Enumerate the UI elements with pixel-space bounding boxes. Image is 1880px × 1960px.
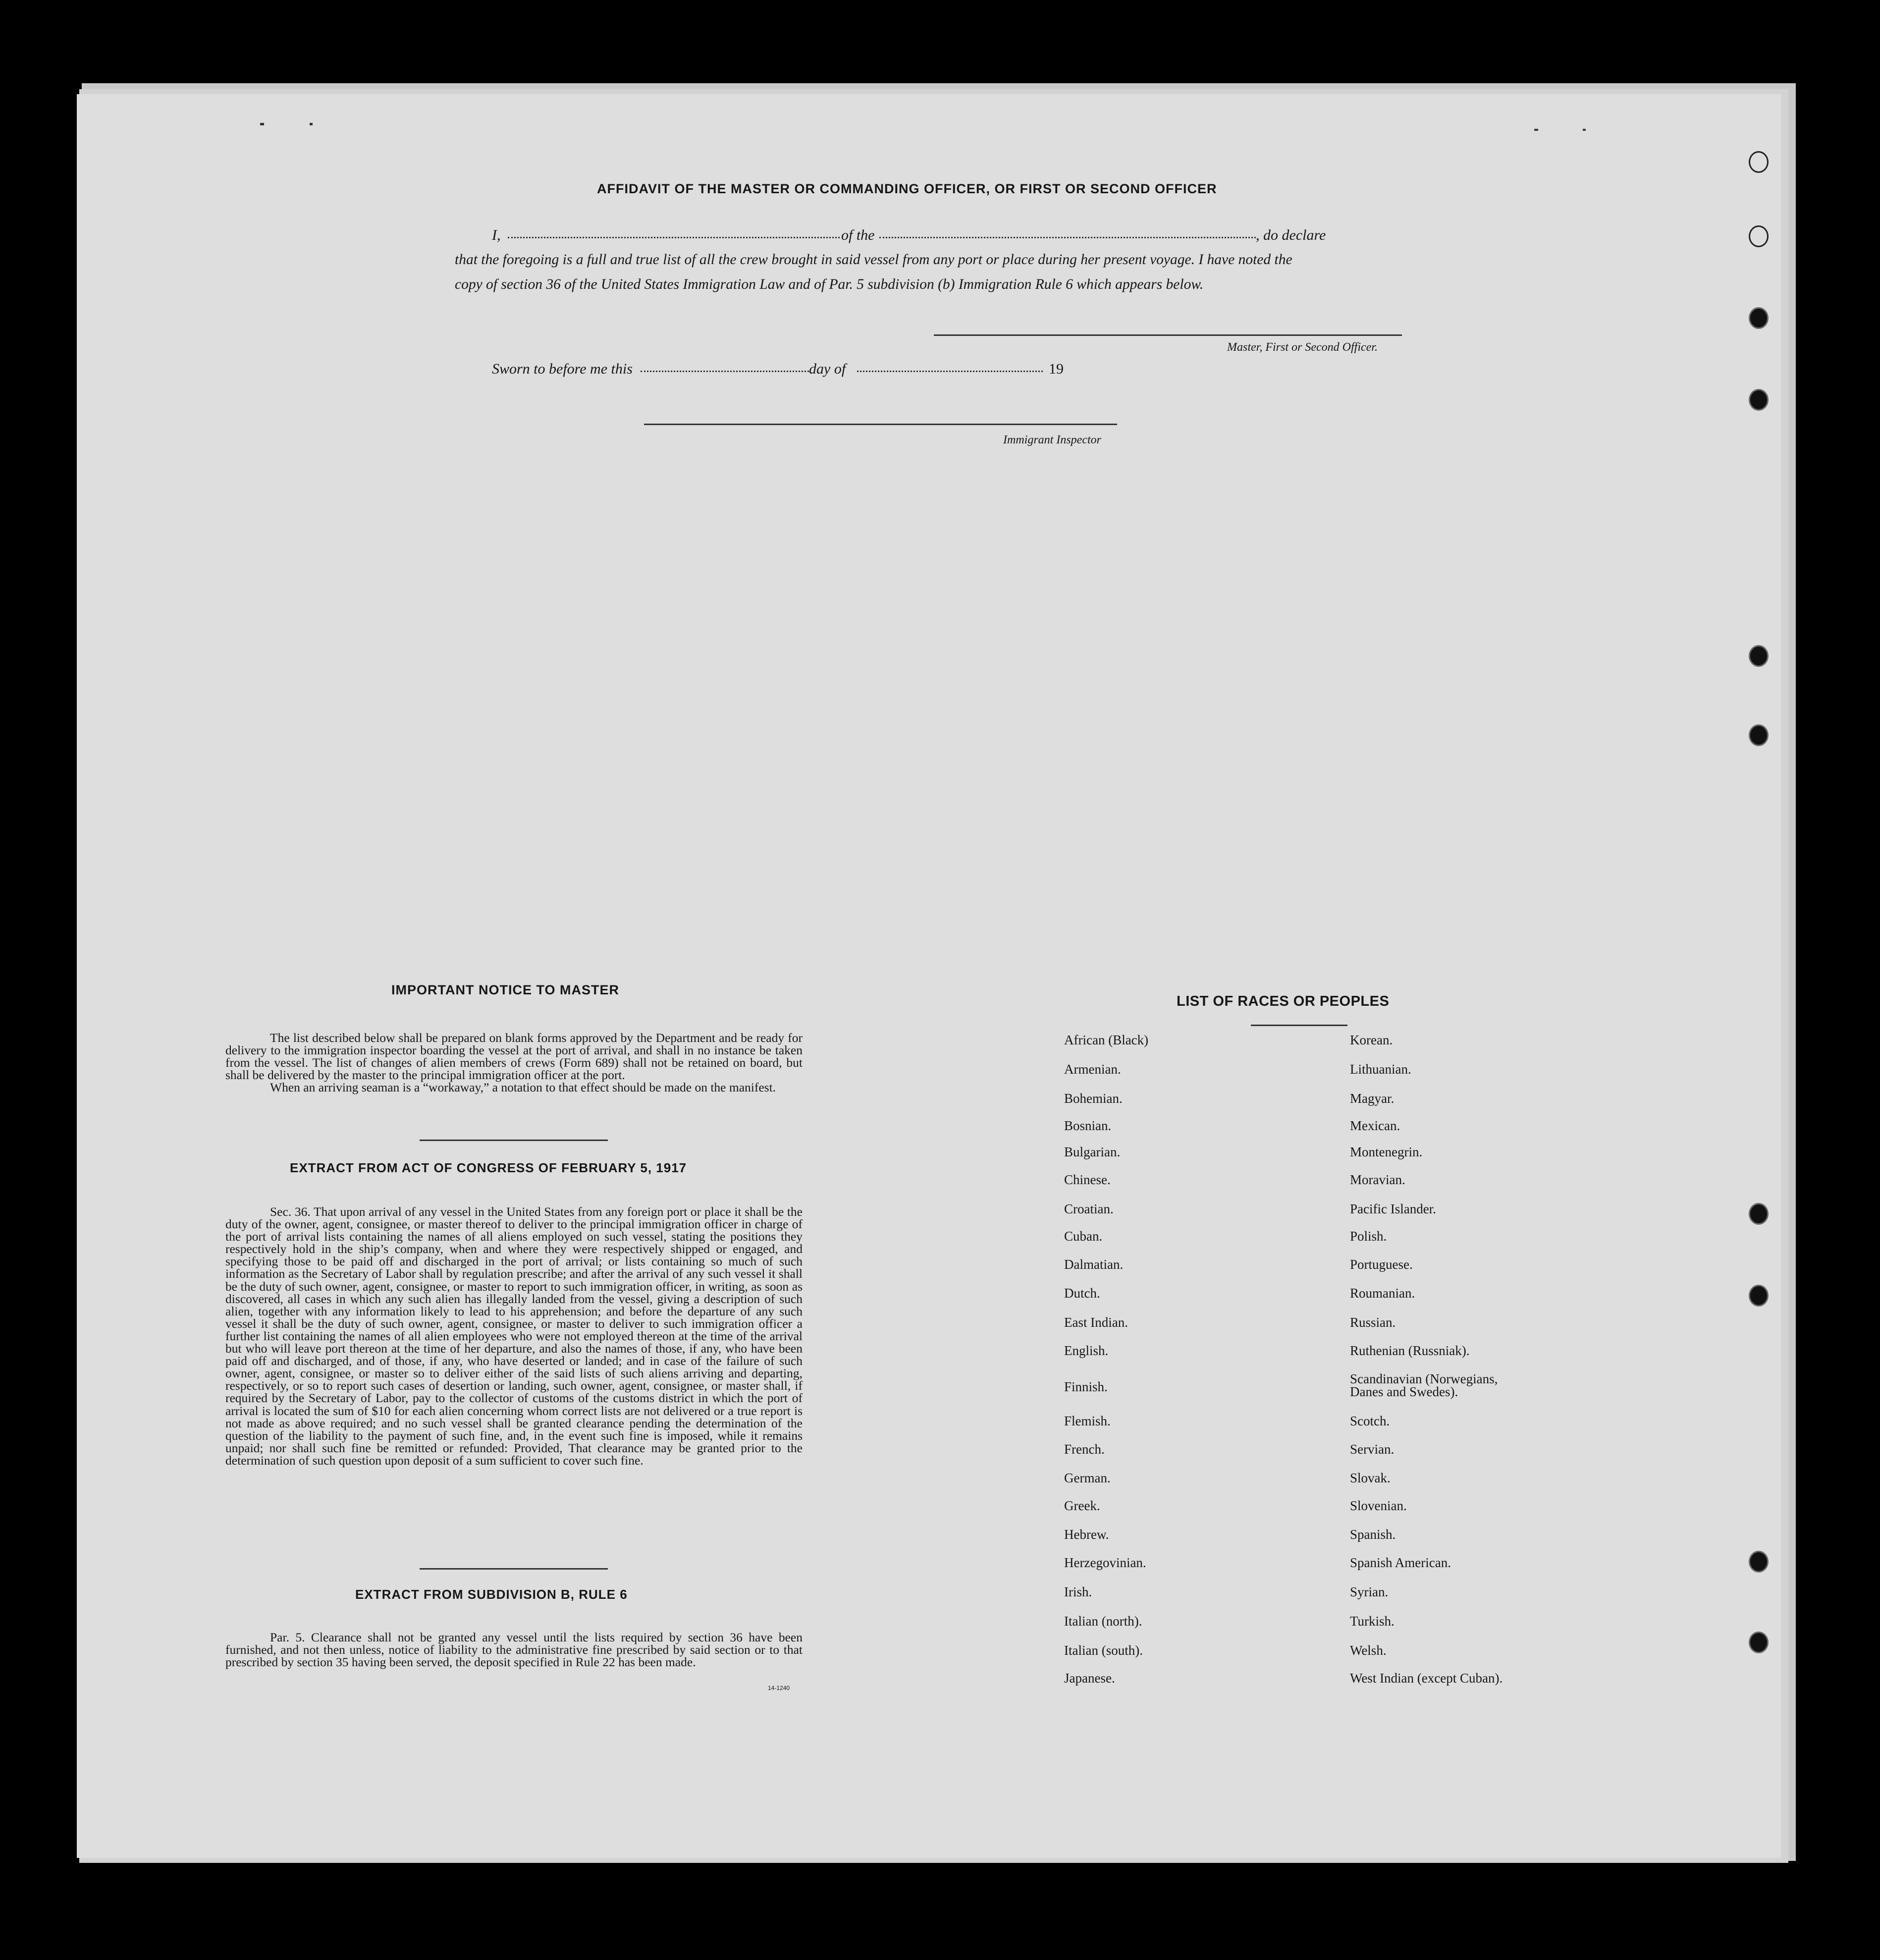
race-item: Polish. — [1350, 1229, 1387, 1244]
race-item: African (Black) — [1064, 1033, 1149, 1047]
extract-rule-text: Par. 5. Clearance shall not be granted any vessel until the lists required by section 36 have been furnished, and not then unless, notice of liability to the administrative fine prescribed by said section or to that prescribed by section 35 having been served, the deposit specified in Rule 22 has been made. — [225, 1630, 803, 1669]
race-item: Moravian. — [1350, 1172, 1405, 1187]
races-title: LIST OF RACES OR PEOPLES — [1177, 993, 1390, 1009]
race-item: Magyar. — [1350, 1091, 1395, 1106]
scan-mark — [1534, 129, 1538, 131]
binder-hole — [1749, 1203, 1769, 1225]
race-item: Spanish American. — [1350, 1555, 1451, 1570]
notice-paragraph: The list described below shall be prepared on blank forms approved by the Department and be ready for delivery to the immigration inspector boarding the vessel at the port of arrival, and shall in no instance be taken from the vessel. The list of changes of alien members of crews (Form 689) shall not be retained on board, but shall be delivered by the master to the principal immigration officer at the port. — [225, 1031, 803, 1082]
race-item: West Indian (except Cuban). — [1350, 1671, 1503, 1686]
race-item: Slovenian. — [1350, 1498, 1407, 1513]
race-item: Bohemian. — [1064, 1091, 1123, 1106]
race-item: Japanese. — [1064, 1671, 1115, 1686]
binder-hole — [1749, 151, 1769, 173]
name-fill-line[interactable] — [508, 237, 840, 238]
race-item: French. — [1064, 1442, 1105, 1457]
sworn-mid: day of — [809, 361, 846, 377]
race-item: Lithuanian. — [1350, 1062, 1411, 1077]
affidavit-line3: copy of section 36 of the United States Immigration Law and of Par. 5 subdivision (b) Immigration Rule 6 which appears below. — [455, 276, 1204, 292]
scan-mark — [1583, 129, 1586, 131]
race-item: Spanish. — [1350, 1527, 1396, 1542]
race-item: Montenegrin. — [1350, 1144, 1423, 1159]
binder-hole — [1749, 389, 1769, 411]
race-item: Herzegovinian. — [1064, 1555, 1146, 1570]
binder-hole — [1749, 1632, 1769, 1653]
races-title-underline — [1251, 1025, 1347, 1026]
race-item: Ruthenian (Russniak). — [1350, 1343, 1470, 1358]
section-divider — [420, 1568, 608, 1570]
extract-rule-title: EXTRACT FROM SUBDIVISION B, RULE 6 — [355, 1587, 628, 1602]
binder-hole — [1749, 645, 1769, 667]
affidavit-title: AFFIDAVIT OF THE MASTER OR COMMANDING OFFICER, OR FIRST OR SECOND OFFICER — [597, 181, 1217, 196]
race-item: Finnish. — [1064, 1379, 1108, 1394]
race-item: Dalmatian. — [1064, 1257, 1124, 1272]
race-item: Mexican. — [1350, 1118, 1400, 1133]
sworn-year: 19 — [1049, 361, 1064, 377]
binder-hole — [1749, 307, 1769, 329]
race-item: East Indian. — [1064, 1315, 1128, 1330]
inspector-caption: Immigrant Inspector — [1003, 434, 1101, 446]
race-item: Chinese. — [1064, 1172, 1111, 1187]
affidavit-line1-suffix: , do declare — [1256, 227, 1326, 243]
scan-mark — [310, 123, 313, 125]
sworn-day-fill-line[interactable] — [641, 371, 809, 372]
race-item: Portuguese. — [1350, 1257, 1413, 1272]
binder-hole — [1749, 724, 1769, 746]
notice-body — [225, 1032, 803, 1093]
race-item: Armenian. — [1064, 1062, 1121, 1077]
race-item: Italian (north). — [1064, 1614, 1142, 1629]
race-item: Irish. — [1064, 1584, 1092, 1599]
binder-hole — [1749, 225, 1769, 247]
race-item: German. — [1064, 1470, 1111, 1485]
affidavit-line1-mid: of the — [841, 227, 875, 243]
sworn-prefix: Sworn to before me this — [492, 361, 633, 377]
race-item: Turkish. — [1350, 1614, 1395, 1629]
extract-act-text: Sec. 36. That upon arrival of any vessel in the United States from any foreign port or place it shall be the duty of the owner, agent, consignee, or master thereof to deliver to the principal immigration officer in charge of the port of arrival lists containing the names of all aliens employed on such vessel, stating the positions they respectively hold in the ship’s company, when and where they were respectively shipped or engaged, and specifying those to be paid off and discharged in the port of arrival; or lists containing so much of such information as the Secretary of Labor shall by regulation prescribe; and after the arrival of any such vessel it shall be the duty of such owner, agent, consignee, or master to report to such immigration officer, in writing, as soon as discovered, all cases in which any such alien has illegally landed from the vessel, giving a description of such alien, together with any information likely to lead to his apprehension; and before the departure of any such vessel it shall be the duty of such owner, agent, consignee, or master to deliver to such immigration officer a further list containing the names of all alien employees who were not employed thereon at the time of the arrival but who will leave port thereon at the time of her departure, and also the names of those, if any, who have been paid off and discharged, and of those, if any, who have deserted or landed; and in case of the failure of such owner, agent, consignee, or master so to deliver either of the said lists of such aliens arriving and departing, respectively, or so to report such cases of desertion or landing, such owner, agent, consignee, or master shall, if required by the Secretary of Labor, pay to the collector of customs of the customs district in which the port of arrival is located the sum of $10 for each alien concerning whom correct lists are not delivered or a true report is not made as above required; and no such vessel shall be granted clearance pending the determination of the question of the liability to the payment of such fine, and, in the event such fine is imposed, while it remains unpaid; nor shall such fine be remitted or refunded: Provided, That clearance may be granted prior to the determination of such question upon deposit of a sum sufficient to cover such fine. — [225, 1204, 803, 1468]
race-item: Cuban. — [1064, 1229, 1103, 1244]
race-item: Hebrew. — [1064, 1527, 1109, 1542]
affidavit-line1-prefix: I, — [492, 227, 501, 243]
extract-act-body — [225, 1205, 803, 1467]
affidavit-line2: that the foregoing is a full and true list of all the crew brought in said vessel from any port or place during her present voyage. I have noted the — [455, 252, 1292, 268]
race-item: Scotch. — [1350, 1414, 1390, 1428]
master-caption: Master, First or Second Officer. — [1227, 341, 1378, 354]
race-item: Russian. — [1350, 1315, 1396, 1330]
race-item: English. — [1064, 1343, 1109, 1358]
race-item: Bulgarian. — [1064, 1144, 1121, 1159]
race-item: Syrian. — [1350, 1584, 1389, 1599]
inspector-signature-line[interactable] — [644, 424, 1117, 425]
race-item: Korean. — [1350, 1033, 1393, 1047]
manifest-page — [77, 94, 1781, 1858]
race-item: Roumanian. — [1350, 1286, 1415, 1301]
form-number: 14-1240 — [768, 1685, 790, 1691]
race-item: Dutch. — [1064, 1286, 1100, 1301]
vessel-fill-line[interactable] — [879, 237, 1256, 238]
race-item: Servian. — [1350, 1442, 1395, 1457]
race-item: Slovak. — [1350, 1470, 1391, 1485]
notice-paragraph: When an arriving seaman is a “workaway,” a notation to that effect should be made on the manifest. — [270, 1080, 776, 1094]
scan-mark — [260, 123, 264, 125]
section-divider — [420, 1140, 608, 1141]
race-item: Italian (south). — [1064, 1643, 1143, 1658]
race-item: Bosnian. — [1064, 1118, 1112, 1133]
extract-act-title: EXTRACT FROM ACT OF CONGRESS OF FEBRUARY 5, 1917 — [290, 1160, 687, 1175]
race-item: Flemish. — [1064, 1414, 1111, 1428]
master-signature-line[interactable] — [934, 334, 1402, 336]
sworn-month-fill-line[interactable] — [857, 371, 1043, 372]
extract-rule-body — [225, 1631, 803, 1668]
race-item: Pacific Islander. — [1350, 1201, 1436, 1216]
binder-hole — [1749, 1551, 1769, 1573]
notice-title: IMPORTANT NOTICE TO MASTER — [391, 982, 619, 997]
race-item: Welsh. — [1350, 1643, 1387, 1658]
race-item: Scandinavian (Norwegians, Danes and Swedes). — [1350, 1371, 1498, 1399]
race-item: Croatian. — [1064, 1201, 1114, 1216]
binder-hole — [1749, 1285, 1769, 1307]
race-item: Greek. — [1064, 1498, 1100, 1513]
